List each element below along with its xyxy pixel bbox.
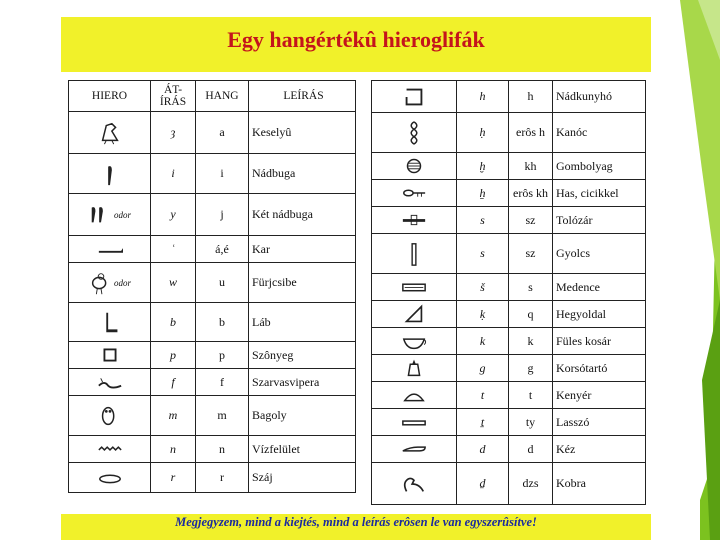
description-cell: Szarvasvipera <box>249 369 356 396</box>
table-row <box>372 463 646 505</box>
glyph-variant-note: odor <box>113 209 131 220</box>
hieroglyph-cell <box>69 369 151 396</box>
basket-icon <box>400 328 428 354</box>
hieroglyph-cell <box>69 396 151 436</box>
transliteration-cell: s <box>457 234 509 274</box>
sound-cell: b <box>196 303 249 342</box>
jar-stand-icon <box>400 355 428 381</box>
table-row <box>69 236 356 263</box>
table-row <box>372 180 646 207</box>
description-cell: Fürjcsibe <box>249 263 356 303</box>
description-cell: Bagoly <box>249 396 356 436</box>
hieroglyph-cell <box>69 303 151 342</box>
table-row <box>372 301 646 328</box>
transliteration-cell: w <box>151 263 196 303</box>
sound-cell: s <box>509 274 553 301</box>
sound-cell: h <box>509 81 553 113</box>
hieroglyph-cell <box>372 81 457 113</box>
table-row <box>372 207 646 234</box>
description-cell: Szônyeg <box>249 342 356 369</box>
reed-shelter-icon <box>400 84 428 110</box>
transliteration-cell: ḥ <box>457 113 509 153</box>
slide <box>61 17 651 540</box>
sound-cell: u <box>196 263 249 303</box>
transliteration-cell: y <box>151 194 196 236</box>
transliteration-cell: ẖ <box>457 180 509 207</box>
description-cell: Medence <box>553 274 646 301</box>
header-hang: HANG <box>196 81 249 112</box>
horned-viper-icon <box>97 369 123 395</box>
description-cell: Vízfelület <box>249 436 356 463</box>
sound-cell: á,é <box>196 236 249 263</box>
description-cell: Nádkunyhó <box>553 81 646 113</box>
table-row <box>69 112 356 154</box>
water-ripple-icon <box>97 436 123 462</box>
table-row <box>69 194 356 236</box>
transliteration-cell: ȝ <box>151 112 196 154</box>
sound-cell: m <box>196 396 249 436</box>
sound-cell: q <box>509 301 553 328</box>
table-row <box>69 396 356 436</box>
hill-slope-icon <box>400 301 428 327</box>
transliteration-cell: k <box>457 328 509 355</box>
table-row <box>372 328 646 355</box>
transliteration-cell: ṯ <box>457 409 509 436</box>
hieroglyph-cell <box>69 236 151 263</box>
mouth-icon <box>97 465 123 491</box>
forearm-icon <box>97 236 123 262</box>
hieroglyph-cell <box>69 194 151 236</box>
description-cell: Kéz <box>553 436 646 463</box>
transliteration-cell: b <box>151 303 196 342</box>
description-cell: Láb <box>249 303 356 342</box>
sound-cell: erôs h <box>509 113 553 153</box>
quail-chick-icon <box>88 270 114 296</box>
table-row <box>372 355 646 382</box>
transliteration-cell: ḏ <box>457 463 509 505</box>
table-row <box>69 303 356 342</box>
description-cell: Füles kosár <box>553 328 646 355</box>
transliteration-cell: f <box>151 369 196 396</box>
tethering-rope-icon <box>400 409 428 435</box>
hieroglyph-cell <box>372 234 457 274</box>
hieroglyph-chart-sheet <box>61 72 651 514</box>
table-row <box>372 81 646 113</box>
table-row <box>372 153 646 180</box>
reed-leaf-icon <box>97 161 123 187</box>
sound-cell: sz <box>509 234 553 274</box>
transliteration-cell: p <box>151 342 196 369</box>
sound-cell: erôs kh <box>509 180 553 207</box>
table-row <box>372 113 646 153</box>
hieroglyph-cell <box>372 113 457 153</box>
sound-cell: dzs <box>509 463 553 505</box>
description-cell: Gyolcs <box>553 234 646 274</box>
table-left <box>68 80 356 493</box>
transliteration-cell: ʿ <box>151 236 196 263</box>
transliteration-cell: r <box>151 463 196 493</box>
owl-icon <box>97 403 123 429</box>
hieroglyph-cell <box>372 274 457 301</box>
description-cell: Tolózár <box>553 207 646 234</box>
hieroglyph-cell <box>372 153 457 180</box>
hieroglyph-cell <box>372 436 457 463</box>
table-row <box>69 342 356 369</box>
transliteration-cell: t <box>457 382 509 409</box>
sound-cell: kh <box>509 153 553 180</box>
description-cell: Gombolyag <box>553 153 646 180</box>
hieroglyph-cell <box>372 180 457 207</box>
sound-cell: j <box>196 194 249 236</box>
sound-cell: r <box>196 463 249 493</box>
transliteration-cell: g <box>457 355 509 382</box>
table-row <box>372 436 646 463</box>
table-row <box>372 234 646 274</box>
description-cell: Kobra <box>553 463 646 505</box>
hieroglyph-cell <box>69 463 151 493</box>
double-reed-icon <box>88 202 114 228</box>
description-cell: Nádbuga <box>249 154 356 194</box>
transliteration-cell: i <box>151 154 196 194</box>
transliteration-cell: ḳ <box>457 301 509 328</box>
bread-loaf-icon <box>400 382 428 408</box>
sound-cell: ty <box>509 409 553 436</box>
table-right <box>371 80 646 505</box>
table-row <box>372 382 646 409</box>
sound-cell: i <box>196 154 249 194</box>
belly-udder-icon <box>400 180 428 206</box>
hieroglyph-cell <box>69 154 151 194</box>
transliteration-cell: m <box>151 396 196 436</box>
hand-icon <box>400 436 428 462</box>
hieroglyph-cell <box>372 301 457 328</box>
sound-cell: p <box>196 342 249 369</box>
description-cell: Keselyû <box>249 112 356 154</box>
foot-icon <box>97 309 123 335</box>
hieroglyph-cell <box>69 112 151 154</box>
transliteration-cell: ḫ <box>457 153 509 180</box>
vulture-icon <box>97 120 123 146</box>
pool-icon <box>400 274 428 300</box>
table-row <box>372 409 646 436</box>
hieroglyph-cell <box>69 263 151 303</box>
description-cell: Korsótartó <box>553 355 646 382</box>
description-cell: Kar <box>249 236 356 263</box>
hieroglyph-cell <box>372 355 457 382</box>
folded-cloth-icon <box>400 241 428 267</box>
table-row <box>69 436 356 463</box>
door-bolt-icon <box>400 207 428 233</box>
description-cell: Száj <box>249 463 356 493</box>
stool-icon <box>97 342 123 368</box>
description-cell: Két nádbuga <box>249 194 356 236</box>
description-cell: Has, cicikkel <box>553 180 646 207</box>
hieroglyph-cell <box>69 342 151 369</box>
sound-cell: a <box>196 112 249 154</box>
table-row <box>69 263 356 303</box>
description-cell: Kanóc <box>553 113 646 153</box>
twisted-wick-icon <box>400 120 428 146</box>
table-row <box>372 274 646 301</box>
sound-cell: f <box>196 369 249 396</box>
description-cell: Lasszó <box>553 409 646 436</box>
transliteration-cell: s <box>457 207 509 234</box>
hieroglyph-cell <box>372 409 457 436</box>
sound-cell: k <box>509 328 553 355</box>
hieroglyph-cell <box>372 463 457 505</box>
transliteration-cell: h <box>457 81 509 113</box>
table-row <box>69 154 356 194</box>
sound-cell: sz <box>509 207 553 234</box>
header-atiras: ÁT- ÍRÁS <box>151 81 196 112</box>
hieroglyph-cell <box>69 436 151 463</box>
description-cell: Hegyoldal <box>553 301 646 328</box>
page-title: Egy hangértékû hieroglifák <box>227 27 485 52</box>
table-row <box>69 369 356 396</box>
hieroglyph-cell <box>372 207 457 234</box>
description-cell: Kenyér <box>553 382 646 409</box>
hieroglyph-cell <box>372 328 457 355</box>
sound-cell: t <box>509 382 553 409</box>
table-row <box>69 463 356 493</box>
footnote: Megjegyzem, mind a kiejtés, mind a leírás erôsen le van egyszerûsítve! <box>175 515 537 529</box>
sound-cell: n <box>196 436 249 463</box>
glyph-variant-note: odor <box>113 277 131 288</box>
sound-cell: g <box>509 355 553 382</box>
green-corner-decoration <box>640 0 720 540</box>
header-row <box>69 81 356 112</box>
transliteration-cell: n <box>151 436 196 463</box>
transliteration-cell: d <box>457 436 509 463</box>
hieroglyph-cell <box>372 382 457 409</box>
cobra-icon <box>400 471 428 497</box>
header-hiero: HIERO <box>69 81 151 112</box>
placenta-icon <box>400 153 428 179</box>
transliteration-cell: š <box>457 274 509 301</box>
sound-cell: d <box>509 436 553 463</box>
header-leiras: LEÍRÁS <box>249 81 356 112</box>
